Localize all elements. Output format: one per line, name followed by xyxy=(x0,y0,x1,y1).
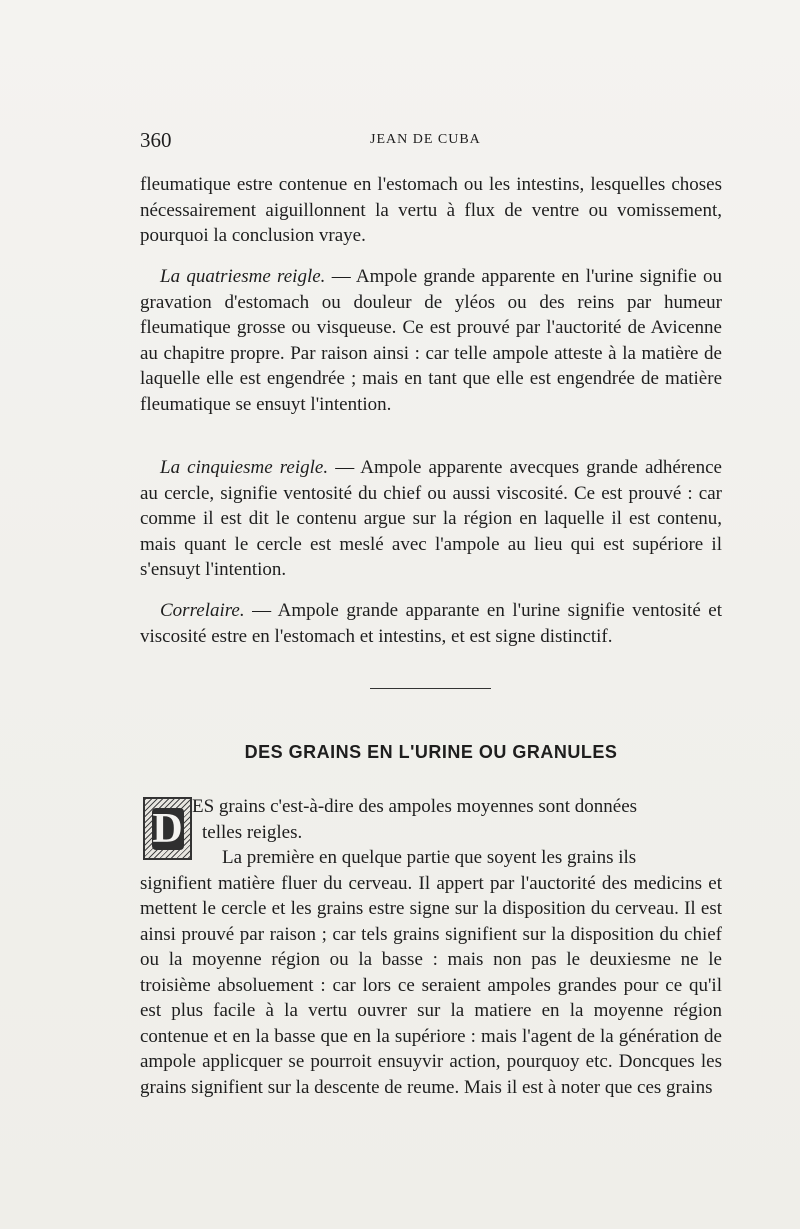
section-divider xyxy=(370,688,491,689)
paragraph-2 xyxy=(140,264,722,417)
paragraph-1 xyxy=(140,172,722,249)
section-line-1: ES grains c'est-à-dire des ampoles moyennes sont données xyxy=(192,796,638,817)
running-head: JEAN DE CUBA xyxy=(370,132,481,147)
paragraph-3 xyxy=(140,455,722,583)
paragraph-4-body: — Ampole grande apparante en l'urine signifie ventosité et viscosité estre en l'estomach et intestins, et est signe distinctif. xyxy=(140,600,722,647)
paragraph-1-text: fleumatique estre contenue en l'estomach ou les intestins, lesquelles choses nécessairement aiguillonnent la vertu à flux de ventre ou vomissement, pourquoi la conclusion vraye. xyxy=(140,174,722,246)
paragraph-4-label: Correlaire. xyxy=(160,600,245,621)
dropcap-letter: D xyxy=(152,805,183,852)
paragraph-4-text xyxy=(140,598,722,649)
paragraph-2-body: — Ampole grande apparente en l'urine signifie ou gravation d'estomach ou douleur de yléos ou des reins par humeur fleumatique grosse ou visqueuse. Ce est prouvé par l'auctorité de Avicenne au chapitre propre. Par raison ainsi : car telle ampole atteste à la matière de laquelle elle est engendrée ; mais en tant que elle est engendrée de matière fleumatique se ensuyt l'intention. xyxy=(140,266,722,415)
page-header xyxy=(140,124,720,156)
section-line-2: telles reigles. xyxy=(202,821,303,843)
paragraph-3-label: La cinquiesme reigle. xyxy=(160,457,329,478)
page-number: 360 xyxy=(140,128,172,152)
paragraph-2-label: La quatriesme reigle. xyxy=(160,266,326,287)
section-body xyxy=(140,794,722,1100)
section-title: DES GRAINS EN L'URINE OU GRANULES xyxy=(244,742,618,762)
paragraph-3-text xyxy=(140,455,722,583)
paragraph-3-body: — Ampole apparente avecques grande adhérence au cercle, signifie ventosité du chief ou aussi viscosité. Ce est prouvé : car comme il est dit le contenu argue sur la région en laquelle il est contenu, mais quant le cercle est meslé avec l'ampole au lieu qui est supériore il s'ensuyt l'intention. xyxy=(140,457,722,580)
section-line-3: La première en quelque partie que soyent les grains ils xyxy=(222,847,637,868)
paragraph-4 xyxy=(140,598,722,649)
paragraph-2-text xyxy=(140,264,722,417)
section-body-text: signifient matière fluer du cerveau. Il appert par l'auctorité des medicins et mettent le cercle et les grains estre signe sur la disposition du cerveau. Il est ainsi prouvé par raison ; car tels grains signifient sur la disposition du chief ou la moyenne région ou la basse : mais non pas le deuxiesme ne le troisième absoluement : car lors ce seraient ampoles grandes pour ce qu'il est plus facile à la vertu ouvrer sur la matiere en la moyenne région contenue et en la basse que en la supériore : mais l'agent de la génération de ampole applicquer se pourroit ensuyvir action, pourquoy etc. Doncques les grains signifient sur la descente de reume. Mais il est à noter que ces grains xyxy=(140,872,722,1098)
